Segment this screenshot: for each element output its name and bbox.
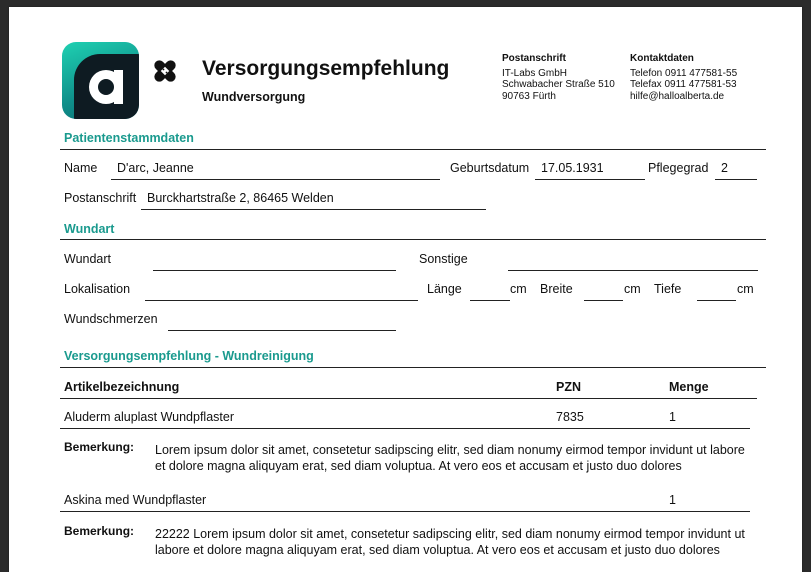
document-page	[9, 7, 802, 572]
remark-label: Bemerkung:	[64, 524, 135, 538]
item-name: Askina med Wundpflaster	[64, 493, 207, 507]
width-field-line	[584, 300, 623, 301]
remark-text: 22222 Lorem ipsum dolor sit amet, consetetur sadipscing elitr, sed diam nonumy eirmod tempor invidunt ut labore et dolore magna aliquyam erat, sed diam voluptua. At vero eos et accusam et justo duo dolores	[155, 527, 745, 557]
document-title: Versorgungsempfehlung	[202, 57, 450, 80]
postal-line: 90763 Fürth	[502, 91, 556, 102]
name-label: Name	[64, 161, 98, 175]
name-value: D'arc, Jeanne	[117, 161, 194, 175]
care-level-label: Pflegegrad	[648, 161, 709, 175]
care-level-field-line	[715, 179, 757, 180]
postal-line: Schwabacher Straße 510	[502, 79, 615, 90]
item-quantity: 1	[669, 410, 676, 424]
care-level-value: 2	[721, 161, 728, 175]
wound-pain-field-line	[168, 330, 396, 331]
width-label: Breite	[540, 282, 573, 296]
depth-label: Tiefe	[654, 282, 682, 296]
table-row-divider	[60, 511, 750, 512]
location-label: Lokalisation	[64, 282, 131, 296]
document-subtitle: Wundversorgung	[202, 90, 306, 104]
column-header-article: Artikelbezeichnung	[64, 380, 180, 394]
address-field-line	[141, 209, 486, 210]
width-unit: cm	[624, 282, 641, 296]
address-label: Postanschrift	[64, 191, 137, 205]
table-row-divider	[60, 428, 750, 429]
contact-heading: Kontaktdaten	[630, 53, 694, 64]
location-field-line	[145, 300, 418, 301]
alberta-logo-icon	[62, 42, 139, 119]
section-divider	[60, 239, 766, 240]
contact-email[interactable]: hilfe@halloalberta.de	[630, 91, 725, 102]
item-quantity: 1	[669, 493, 676, 507]
contact-phone: Telefon 0911 477581-55	[630, 68, 738, 79]
wound-type-label: Wundart	[64, 252, 112, 266]
section-divider	[60, 149, 766, 150]
length-unit: cm	[510, 282, 527, 296]
section-title-patient: Patientenstammdaten	[64, 131, 194, 145]
wound-type-field-line	[153, 270, 396, 271]
column-header-pzn: PZN	[556, 380, 581, 394]
depth-unit: cm	[737, 282, 754, 296]
section-title-recommendation: Versorgungsempfehlung - Wundreinigung	[64, 349, 314, 363]
section-divider	[60, 367, 766, 368]
birthdate-value: 17.05.1931	[541, 161, 604, 175]
address-value: Burckhartstraße 2, 86465 Welden	[147, 191, 334, 205]
table-header-divider	[60, 398, 757, 399]
bandage-icon	[152, 58, 178, 84]
birthdate-field-line	[535, 179, 645, 180]
item-pzn: 7835	[556, 410, 584, 424]
length-field-line	[470, 300, 510, 301]
remark-label: Bemerkung:	[64, 440, 135, 454]
postal-line: IT-Labs GmbH	[502, 68, 568, 79]
name-field-line	[111, 179, 440, 180]
wound-pain-label: Wundschmerzen	[64, 312, 158, 326]
other-label: Sonstige	[419, 252, 468, 266]
depth-field-line	[697, 300, 736, 301]
column-header-quantity: Menge	[669, 380, 709, 394]
length-label: Länge	[427, 282, 462, 296]
birthdate-label: Geburtsdatum	[450, 161, 530, 175]
contact-fax: Telefax 0911 477581-53	[630, 79, 737, 90]
remark-text: Lorem ipsum dolor sit amet, consetetur sadipscing elitr, sed diam nonumy eirmod tempor invidunt ut labore et dolore magna aliquyam erat, sed diam voluptua. At vero eos et accusam et justo duo dolores	[155, 443, 745, 473]
other-field-line	[508, 270, 758, 271]
item-name: Aluderm aluplast Wundpflaster	[64, 410, 234, 424]
section-title-wound: Wundart	[64, 222, 115, 236]
postal-heading: Postanschrift	[502, 53, 566, 64]
